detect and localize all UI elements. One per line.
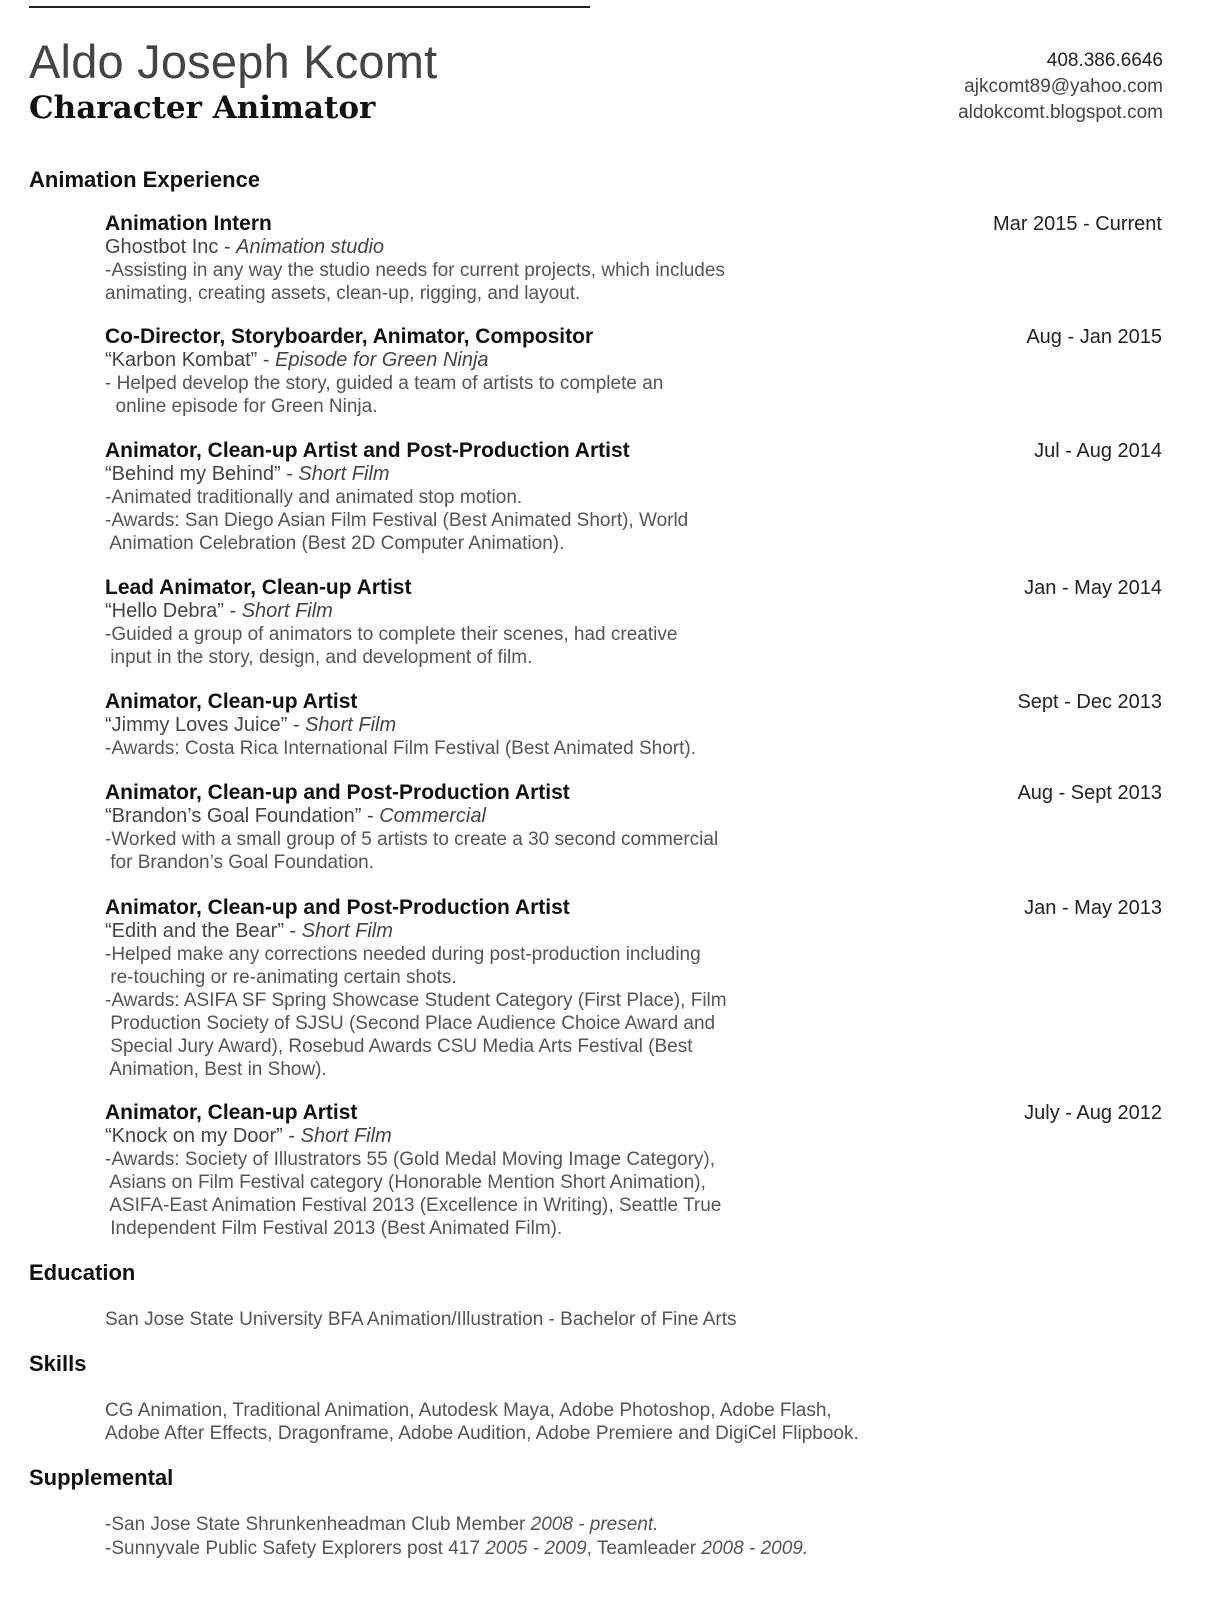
experience-description-line: Animation Celebration (Best 2D Computer Animation). bbox=[105, 533, 565, 554]
experience-description-line: -Guided a group of animators to complete their scenes, had creative bbox=[105, 624, 678, 645]
experience-description-line: Production Society of SJSU (Second Place Audience Choice Award and bbox=[105, 1013, 716, 1034]
supplemental-item: -San Jose State Shrunkenheadman Club Member 2008 - present. bbox=[105, 1514, 659, 1535]
experience-role: Lead Animator, Clean-up Artist bbox=[105, 576, 412, 599]
supplemental-years: 2005 - 2009 bbox=[485, 1538, 587, 1559]
experience-project: “Behind my Behind” - Short Film bbox=[105, 463, 390, 485]
experience-project: “Jimmy Loves Juice” - Short Film bbox=[105, 714, 397, 736]
experience-description-line: Animation, Best in Show). bbox=[105, 1059, 327, 1080]
candidate-name: Aldo Joseph Kcomt bbox=[29, 35, 438, 88]
section-heading-supplemental: Supplemental bbox=[29, 1465, 174, 1490]
experience-date: Jul - Aug 2014 bbox=[1034, 440, 1162, 462]
experience-project: “Edith and the Bear” - Short Film bbox=[105, 920, 393, 942]
skills-line: Adobe After Effects, Dragonframe, Adobe Audition, Adobe Premiere and DigiCel Flipbook. bbox=[105, 1423, 859, 1444]
project-type: Animation studio bbox=[236, 236, 385, 258]
experience-entry bbox=[105, 1101, 1162, 1240]
top-rule bbox=[29, 6, 590, 8]
contact-block bbox=[958, 48, 1163, 126]
experience-project: “Brandon’s Goal Foundation” - Commercial bbox=[105, 805, 486, 827]
experience-role: Animation Intern bbox=[105, 212, 272, 235]
experience-date: Aug - Sept 2013 bbox=[1017, 782, 1162, 804]
project-type: Commercial bbox=[379, 805, 486, 827]
experience-entry bbox=[105, 690, 1162, 760]
experience-entry bbox=[105, 781, 1162, 874]
experience-description-line: -Awards: San Diego Asian Film Festival (Best Animated Short), World bbox=[105, 510, 689, 531]
experience-entry bbox=[105, 439, 1162, 555]
experience-description-line: re-touching or re-animating certain shots. bbox=[105, 967, 457, 988]
experience-description-line: input in the story, design, and development of film. bbox=[105, 647, 533, 668]
project-type: Short Film bbox=[241, 600, 333, 622]
experience-entry bbox=[105, 325, 1162, 418]
experience-description-line: ASIFA-East Animation Festival 2013 (Excellence in Writing), Seattle True bbox=[105, 1195, 722, 1216]
experience-description-line: animating, creating assets, clean-up, rigging, and layout. bbox=[105, 283, 581, 304]
experience-role: Animator, Clean-up Artist bbox=[105, 1101, 358, 1124]
email-address: ajkcomt89@yahoo.com bbox=[964, 76, 1163, 97]
experience-description-line: -Awards: Society of Illustrators 55 (Gold Medal Moving Image Category), bbox=[105, 1149, 716, 1170]
experience-description-line: for Brandon’s Goal Foundation. bbox=[105, 852, 374, 873]
experience-description-line: - Helped develop the story, guided a team of artists to complete an bbox=[105, 373, 664, 394]
skills-line: CG Animation, Traditional Animation, Autodesk Maya, Adobe Photoshop, Adobe Flash, bbox=[105, 1400, 832, 1421]
experience-date: Jan - May 2013 bbox=[1024, 897, 1162, 919]
experience-description-line: -Worked with a small group of 5 artists to create a 30 second commercial bbox=[105, 829, 719, 850]
section-heading-experience: Animation Experience bbox=[29, 167, 261, 192]
experience-project: Ghostbot Inc - Animation studio bbox=[105, 236, 385, 258]
experience-role: Animator, Clean-up and Post-Production Artist bbox=[105, 781, 570, 804]
experience-description-line: -Animated traditionally and animated stop motion. bbox=[105, 487, 523, 508]
experience-description-line: -Awards: Costa Rica International Film Festival (Best Animated Short). bbox=[105, 738, 696, 759]
experience-description-line: Asians on Film Festival category (Honorable Mention Short Animation), bbox=[105, 1172, 706, 1193]
experience-role: Animator, Clean-up Artist and Post-Production Artist bbox=[105, 439, 630, 462]
education-entry: San Jose State University BFA Animation/Illustration - Bachelor of Fine Arts bbox=[105, 1309, 737, 1330]
supplemental-item: -Sunnyvale Public Safety Explorers post 417 2005 - 2009, Teamleader 2008 - 2009. bbox=[105, 1538, 809, 1559]
project-type: Short Film bbox=[298, 463, 390, 485]
experience-description-line: -Helped make any corrections needed during post-production including bbox=[105, 944, 701, 965]
experience-entry bbox=[105, 212, 1162, 305]
section-heading-education: Education bbox=[29, 1260, 136, 1285]
experience-description-line: Special Jury Award), Rosebud Awards CSU Media Arts Festival (Best bbox=[105, 1036, 693, 1057]
supplemental-years: 2008 - 2009. bbox=[701, 1538, 809, 1559]
experience-description-line: -Awards: ASIFA SF Spring Showcase Student Category (First Place), Film bbox=[105, 990, 727, 1011]
project-type: Episode for Green Ninja bbox=[275, 349, 489, 371]
experience-role: Animator, Clean-up Artist bbox=[105, 690, 358, 713]
experience-entry bbox=[105, 896, 1162, 1081]
project-type: Short Film bbox=[301, 920, 393, 942]
section-heading-skills: Skills bbox=[29, 1351, 87, 1376]
experience-role: Animator, Clean-up and Post-Production Artist bbox=[105, 896, 570, 919]
experience-project: “Karbon Kombat” - Episode for Green Ninja bbox=[105, 349, 489, 371]
experience-date: Sept - Dec 2013 bbox=[1017, 691, 1162, 713]
experience-date: July - Aug 2012 bbox=[1024, 1102, 1162, 1124]
experience-project: “Knock on my Door” - Short Film bbox=[105, 1125, 392, 1147]
project-type: Short Film bbox=[300, 1125, 392, 1147]
experience-date: Mar 2015 - Current bbox=[993, 213, 1162, 235]
experience-description-line: Independent Film Festival 2013 (Best Animated Film). bbox=[105, 1218, 563, 1239]
project-type: Short Film bbox=[305, 714, 397, 736]
experience-entry bbox=[105, 576, 1162, 669]
supplemental-years: 2008 - present. bbox=[530, 1514, 659, 1535]
job-title: Character Animator bbox=[29, 90, 376, 126]
website-url: aldokcomt.blogspot.com bbox=[958, 102, 1163, 123]
experience-date: Jan - May 2014 bbox=[1024, 577, 1162, 599]
experience-description-line: online episode for Green Ninja. bbox=[105, 396, 378, 417]
experience-date: Aug - Jan 2015 bbox=[1026, 326, 1162, 348]
experience-project: “Hello Debra” - Short Film bbox=[105, 600, 333, 622]
phone-number: 408.386.6646 bbox=[1046, 50, 1163, 71]
experience-description-line: -Assisting in any way the studio needs for current projects, which includes bbox=[105, 260, 725, 281]
experience-role: Co-Director, Storyboarder, Animator, Compositor bbox=[105, 325, 594, 348]
